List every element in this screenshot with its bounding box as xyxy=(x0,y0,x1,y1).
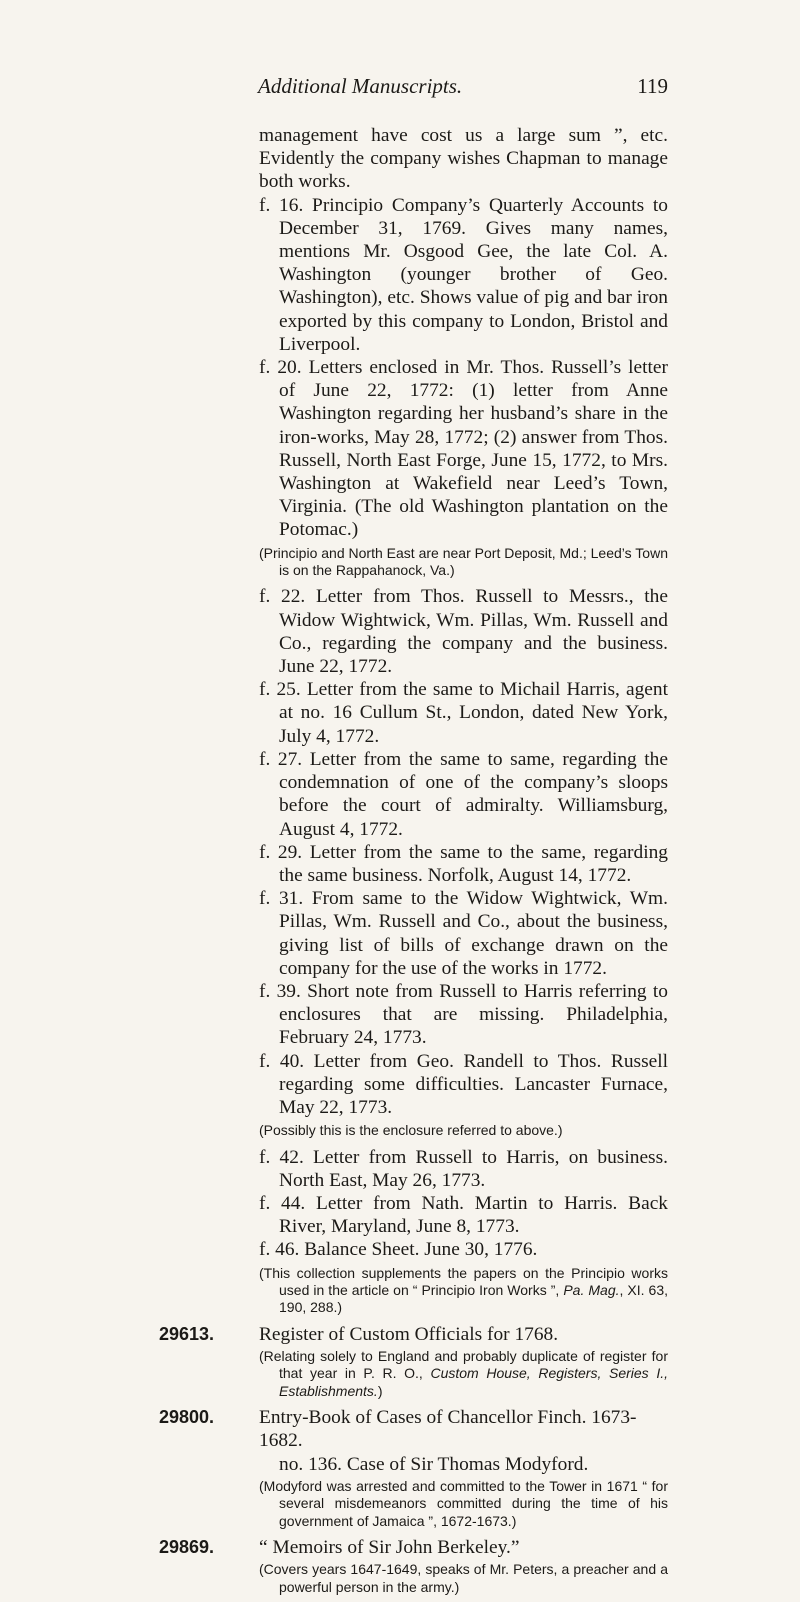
manuscript-number: 29613. xyxy=(159,1323,215,1344)
running-title: Additional Manuscripts. xyxy=(258,74,463,98)
entry-paragraph: f. 46. Balance Sheet. June 30, 1776. xyxy=(259,1239,538,1261)
entry-paragraph: f. 39. Short note from Russell to Harris referring to enclosures that are missing. Philadelphia, February 24, 1773. xyxy=(259,980,668,1049)
manuscript-record xyxy=(159,1406,668,1530)
entry-paragraph: f. 16. Principio Company’s Quarterly Accounts to December 31, 1769. Gives many names, mentions Mr. Osgood Gee, the late Col. A. Washington (younger brother of Geo. Washington), etc. Shows value of pig and bar iron exported by this company to London, Bristol and Liverpool. xyxy=(259,194,668,355)
manuscript-record xyxy=(159,1536,668,1596)
entry-paragraph: f. 22. Letter from Thos. Russell to Messrs., the Widow Wightwick, Wm. Pillas, Wm. Russell and Co., regarding the company and the business. June 22, 1772. xyxy=(259,586,668,678)
record-title: “ Memoirs of Sir John Berkeley.” xyxy=(259,1537,520,1559)
entry-paragraph: f. 25. Letter from the same to Michail Harris, agent at no. 16 Cullum St., London, dated New York, July 4, 1772. xyxy=(259,679,668,747)
entry-paragraph: f. 42. Letter from Russell to Harris, on business. North East, May 26, 1773. xyxy=(259,1146,668,1191)
record-title: Entry-Book of Cases of Chancellor Finch. 1673-1682. xyxy=(259,1407,637,1452)
manuscript-number: 29800. xyxy=(159,1407,215,1428)
entry-paragraph: f. 20. Letters enclosed in Mr. Thos. Russell’s letter of June 22, 1772: (1) letter from Anne Washington regarding her husband’s share in the iron-works, May 28, 1772; (2) answer from Thos. Russell, North East Forge, June 15, 1772, to Mrs. Washington at Wakefield near Leed’s Town, Virginia. (The old Washington plantation on the Potomac.) xyxy=(259,357,668,541)
editorial-note: (Possibly this is the enclosure referred to above.) xyxy=(259,1122,563,1139)
editorial-note: (Covers years 1647-1649, speaks of Mr. Peters, a preacher and a powerful person in the army.) xyxy=(259,1561,668,1595)
entry-paragraph: f. 31. From same to the Widow Wightwick, Wm. Pillas, Wm. Russell and Co., about the business, giving list of bills of exchange drawn on the company for the use of the works in 1772. xyxy=(259,888,668,979)
manuscript-number: 29869. xyxy=(159,1537,215,1558)
entry-paragraph: f. 29. Letter from the same to the same, regarding the same business. Norfolk, August 14, 1772. xyxy=(259,841,668,886)
entry-paragraph: f. 40. Letter from Geo. Randell to Thos. Russell regarding some difficulties. Lancaster Furnace, May 22, 1773. xyxy=(259,1050,668,1118)
series-title: Custom House, Registers, Series I., Establishments. xyxy=(279,1365,668,1399)
main-text xyxy=(159,124,669,1602)
entry-paragraph: management have cost us a large sum ”, etc. Evidently the company wishes Chapman to manage both works. xyxy=(259,125,668,193)
entry-paragraph: f. 27. Letter from the same to same, regarding the condemnation of one of the company’s sloops before the court of admiralty. Williamsburg, August 4, 1772. xyxy=(259,748,668,840)
record-subtitle: no. 136. Case of Sir Thomas Modyford. xyxy=(279,1453,589,1475)
entry-paragraph: f. 44. Letter from Nath. Martin to Harris. Back River, Maryland, June 8, 1773. xyxy=(259,1192,668,1238)
running-header xyxy=(258,74,668,99)
editorial-note: (This collection supplements the papers on the Principio works used in the article on “ Principio Iron Works ”, Pa. Mag., XI. 63, 190, 288.) xyxy=(259,1264,669,1316)
record-title: Register of Custom Officials for 1768. xyxy=(259,1323,559,1345)
journal-title: Pa. Mag. xyxy=(563,1281,620,1298)
editorial-note: (Relating solely to England and probably duplicate of register for that year in P. R. O., Custom House, Registers, Series I., Establishments.) xyxy=(259,1347,668,1399)
page-number: 119 xyxy=(637,74,668,98)
editorial-note: (Modyford was arrested and committed to the Tower in 1671 “ for several misdemeanors committed during the time of his government of Jamaica ”, 1672-1673.) xyxy=(259,1477,668,1529)
manuscript-record xyxy=(159,1323,668,1400)
editorial-note: (Principio and North East are near Port Deposit, Md.; Leed’s Town is on the Rappahanock, Va.) xyxy=(259,544,668,579)
